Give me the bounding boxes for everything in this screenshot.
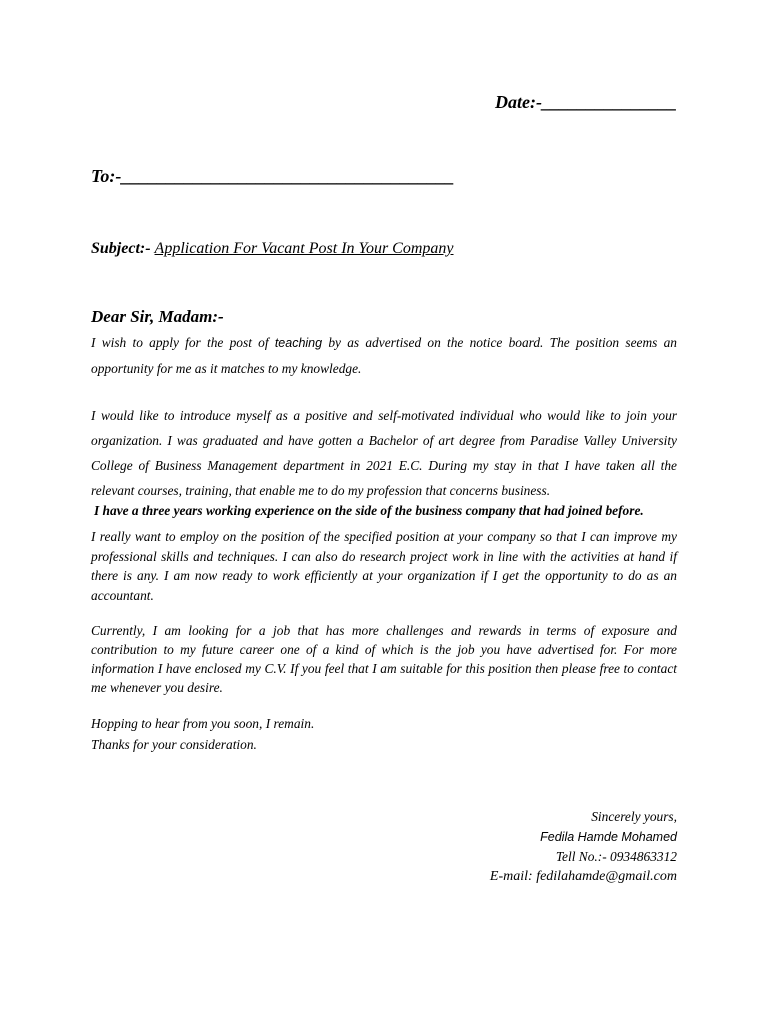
sender-name: Fedila Hamde Mohamed (540, 830, 677, 844)
valediction: Sincerely yours, (591, 809, 677, 824)
recipient-field: To:-_____________________________________ (91, 166, 455, 186)
paragraph-experience: I have a three years working experience on the side of the business company that had joined before. (94, 503, 644, 518)
subject-label: Subject:- (91, 240, 155, 257)
salutation: Dear Sir, Madam:- (91, 307, 224, 326)
post-name: teaching (274, 336, 323, 350)
paragraph-intro (91, 330, 677, 381)
paragraph-career: Currently, I am looking for a job that has more challenges and rewards in terms of exposure and contribution to my future career one of a kind of which is the job you have advertised for. For more information I have enclosed my C.V. If you feel that I am suitable for this position then please free to contact me whenever you desire. (91, 623, 677, 695)
paragraph-education: I would like to introduce myself as a positive and self-motivated individual who would like to join your organization. I was graduated and have gotten a Bachelor of art degree from Paradise Valley University College of Business Management department in 2021 E.C. During my stay in that I have taken all the relevant courses, training, that enable me to do my profession that concerns business. (91, 408, 677, 498)
paragraph-motivation: I really want to employ on the position of the specified position at your company so that I can improve my professional skills and techniques. I can also do research project work in line with the activities at hand if there is any. I am now ready to work efficiently at your organization if I get the opportunity to do as an accountant. (91, 529, 677, 603)
subject-value: Application For Vacant Post In Your Company (154, 240, 454, 257)
sender-email: E-mail: fedilahamde@gmail.com (489, 869, 677, 884)
closing-line-hope: Hopping to hear from you soon, I remain. (91, 716, 315, 731)
sender-phone: Tell No.:- 0934863312 (555, 849, 677, 864)
closing-line-thanks: Thanks for your consideration. (91, 737, 257, 752)
signature-block (490, 807, 677, 887)
closing-lines (91, 713, 677, 755)
paragraph-intro-start: I wish to apply for the post of (91, 335, 275, 350)
subject-line (91, 240, 454, 258)
paragraph-intro-end: by as advertised on the notice board. The position seems an opportunity for me as it matches to my knowledge. (91, 335, 677, 376)
date-field: Date:-_______________ (495, 92, 677, 112)
